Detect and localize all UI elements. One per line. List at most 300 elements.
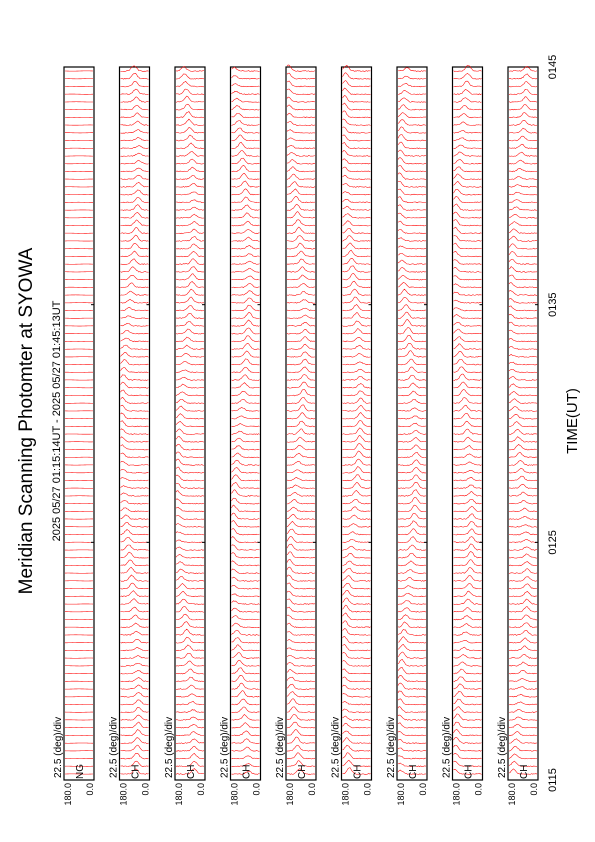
scan-trace	[398, 320, 426, 327]
scan-trace	[176, 576, 204, 581]
scan-trace	[509, 222, 537, 226]
scan-trace	[509, 429, 537, 434]
scan-trace	[232, 423, 260, 426]
scan-trace	[176, 583, 204, 589]
scan-trace	[121, 493, 149, 496]
scan-trace	[121, 655, 149, 658]
panel-4	[220, 67, 262, 806]
scan-trace	[454, 729, 482, 736]
scan-trace	[343, 499, 371, 504]
scan-trace	[287, 308, 315, 311]
scan-trace	[454, 707, 482, 713]
scan-trace	[454, 374, 482, 380]
scan-trace	[509, 444, 537, 450]
scan-trace	[398, 134, 426, 141]
scan-trace	[232, 158, 260, 164]
scan-trace	[287, 337, 315, 342]
scan-trace	[509, 120, 537, 125]
scan-trace	[232, 221, 260, 226]
scan-trace	[398, 452, 426, 457]
scan-trace	[509, 746, 537, 751]
scan-trace	[454, 647, 482, 651]
scan-trace	[121, 722, 149, 728]
scan-trace	[454, 745, 482, 751]
scan-trace	[232, 76, 260, 79]
scan-trace	[176, 151, 204, 156]
scan-trace	[454, 398, 482, 404]
scan-trace	[398, 601, 426, 605]
x-tick-label: 0115	[547, 768, 559, 792]
scan-trace	[287, 220, 315, 226]
panel-frame	[120, 67, 150, 780]
scan-trace	[121, 715, 149, 720]
scan-trace	[287, 552, 315, 558]
scan-trace	[232, 261, 260, 265]
scan-trace	[121, 470, 149, 474]
scan-trace	[176, 452, 204, 458]
scan-trace	[232, 336, 260, 342]
scan-trace	[287, 470, 315, 473]
scan-trace	[287, 699, 315, 705]
scan-trace	[343, 236, 371, 242]
scan-trace	[176, 214, 204, 218]
scan-trace	[232, 675, 260, 681]
scan-trace	[232, 623, 260, 628]
scan-trace	[343, 507, 371, 512]
scan-trace	[454, 220, 482, 226]
time-range: 2025 05/27 01:15:14UT - 2025 05/27 01:45:13UT	[51, 300, 63, 542]
scan-trace	[287, 413, 315, 419]
scan-trace	[454, 122, 482, 126]
scan-trace	[343, 199, 371, 202]
scan-trace	[343, 444, 371, 450]
scan-trace	[176, 89, 204, 95]
scan-trace	[176, 222, 204, 226]
scan-trace	[509, 251, 537, 257]
scan-trace	[176, 313, 204, 318]
scan-trace	[398, 76, 426, 79]
scan-trace	[509, 306, 537, 311]
scan-trace	[176, 444, 204, 450]
scan-trace	[343, 576, 371, 582]
scan-trace	[509, 452, 537, 458]
panel-5	[275, 65, 317, 806]
scan-trace	[343, 221, 371, 226]
scan-trace	[121, 478, 149, 481]
scale-label: 22.5 (deg)/div	[497, 716, 508, 778]
scan-trace	[287, 677, 315, 682]
scan-trace	[121, 397, 149, 403]
scan-trace	[121, 345, 149, 350]
scan-trace	[398, 383, 426, 388]
scan-trace	[398, 113, 426, 118]
x-tick-labels	[91, 55, 559, 792]
scan-trace	[121, 390, 149, 396]
scan-trace	[287, 359, 315, 365]
scan-trace	[398, 475, 426, 481]
scan-trace	[121, 168, 149, 172]
scan-trace	[287, 692, 315, 698]
scan-trace	[232, 142, 260, 148]
channel-label: CH	[297, 764, 308, 779]
scan-trace	[509, 539, 537, 542]
scan-trace	[232, 505, 260, 512]
y-top-label: 180.0	[174, 783, 184, 806]
scan-trace	[454, 662, 482, 666]
scan-trace	[398, 740, 426, 744]
scan-trace	[287, 330, 315, 334]
scan-trace	[121, 529, 149, 535]
scan-trace	[509, 283, 537, 288]
scan-trace	[121, 81, 149, 87]
scan-trace	[454, 506, 482, 512]
scan-trace	[232, 453, 260, 458]
scan-trace	[454, 522, 482, 527]
scan-trace	[287, 236, 315, 242]
scan-trace	[176, 677, 204, 682]
scan-trace	[121, 182, 149, 187]
scan-trace	[232, 683, 260, 689]
scan-trace	[509, 192, 537, 195]
scan-trace	[232, 181, 260, 187]
scan-trace	[121, 97, 149, 102]
scan-trace	[454, 344, 482, 350]
scan-trace	[343, 745, 371, 751]
scan-trace	[121, 227, 149, 233]
scan-trace	[121, 607, 149, 612]
scan-trace	[509, 414, 537, 419]
scan-trace	[232, 715, 260, 721]
scan-trace	[121, 235, 149, 241]
scan-trace	[176, 516, 204, 520]
scan-trace	[287, 251, 315, 257]
scan-trace	[343, 561, 371, 566]
scan-trace	[287, 65, 315, 71]
scan-trace	[176, 143, 204, 149]
scan-trace	[454, 181, 482, 187]
scan-trace	[454, 167, 482, 172]
scan-trace	[398, 622, 426, 628]
scan-trace	[454, 405, 482, 411]
scan-trace	[454, 575, 482, 581]
scan-trace	[121, 213, 149, 219]
scan-trace	[398, 297, 426, 303]
scan-trace	[509, 630, 537, 635]
scan-trace	[343, 723, 371, 728]
scan-trace	[454, 421, 482, 427]
scan-trace	[287, 105, 315, 110]
y-bottom-label: 0.0	[307, 783, 317, 796]
scan-trace	[343, 184, 371, 188]
scan-trace	[454, 267, 482, 272]
panels	[53, 65, 539, 806]
scan-trace	[454, 641, 482, 644]
scan-trace	[398, 536, 426, 542]
scan-trace	[343, 305, 371, 311]
scan-trace	[398, 166, 426, 172]
scan-trace	[287, 375, 315, 381]
scan-trace	[398, 197, 426, 203]
scan-trace	[176, 297, 204, 303]
scan-trace	[398, 513, 426, 519]
scan-trace	[176, 685, 204, 690]
scan-trace	[398, 699, 426, 705]
scan-trace	[454, 351, 482, 357]
scan-trace	[398, 707, 426, 713]
scan-trace	[121, 220, 149, 226]
scan-trace	[121, 299, 149, 303]
scan-trace	[232, 498, 260, 504]
scale-label: 22.5 (deg)/div	[330, 716, 342, 778]
scan-trace	[176, 591, 204, 596]
scan-trace	[121, 105, 149, 110]
scan-trace	[454, 292, 482, 295]
scan-trace	[509, 362, 537, 365]
scan-trace	[454, 204, 482, 211]
scan-trace	[232, 561, 260, 566]
scan-trace	[343, 250, 371, 257]
scan-trace	[121, 745, 149, 751]
scan-trace	[509, 694, 537, 697]
scan-trace	[287, 89, 315, 95]
scale-label: 22.5 (deg)/div	[441, 716, 453, 778]
scan-trace	[121, 677, 149, 681]
scan-trace	[232, 291, 260, 296]
scan-trace	[232, 305, 260, 311]
y-bottom-label: 0.0	[529, 783, 539, 796]
scan-trace	[287, 315, 315, 319]
scan-trace	[398, 158, 426, 164]
scan-trace	[121, 707, 149, 712]
scan-trace	[398, 343, 426, 349]
scan-trace	[398, 545, 426, 550]
scan-trace	[343, 362, 371, 365]
scan-trace	[398, 691, 426, 697]
scan-trace	[343, 321, 371, 326]
scan-trace	[121, 522, 149, 527]
scan-trace	[287, 648, 315, 651]
scan-trace	[232, 367, 260, 373]
scan-trace	[398, 577, 426, 581]
scan-trace	[121, 685, 149, 689]
scan-trace	[121, 338, 149, 342]
scan-trace	[509, 591, 537, 596]
scan-trace	[287, 352, 315, 357]
scan-trace	[509, 185, 537, 188]
scan-trace	[343, 229, 371, 234]
scan-trace	[454, 654, 482, 658]
scan-trace	[398, 683, 426, 689]
scan-trace	[232, 268, 260, 272]
scan-trace	[454, 499, 482, 504]
scan-trace	[509, 607, 537, 613]
scan-trace	[176, 653, 204, 658]
scan-trace	[232, 197, 260, 203]
scan-trace	[232, 653, 260, 659]
scan-trace	[176, 135, 204, 141]
scan-trace	[176, 507, 204, 511]
scan-trace	[176, 554, 204, 558]
scan-trace	[398, 497, 426, 504]
scan-trace	[509, 160, 537, 164]
scan-trace	[176, 306, 204, 311]
scan-trace	[509, 168, 537, 172]
y-bottom-label: 0.0	[196, 783, 206, 796]
scan-trace	[509, 136, 537, 141]
y-top-label: 180.0	[63, 783, 73, 806]
scan-trace	[176, 207, 204, 210]
scan-trace	[398, 150, 426, 156]
scan-trace	[509, 354, 537, 357]
scan-trace	[454, 174, 482, 180]
scan-trace	[398, 267, 426, 272]
scan-trace	[176, 661, 204, 666]
scan-trace	[287, 477, 315, 480]
scan-trace	[176, 353, 204, 357]
scan-trace	[343, 661, 371, 667]
scan-trace	[509, 623, 537, 628]
scan-trace	[398, 756, 426, 759]
scan-trace	[232, 723, 260, 728]
scan-trace	[509, 275, 537, 280]
scan-trace	[232, 513, 260, 519]
scan-trace	[176, 237, 204, 242]
y-bottom-label: 0.0	[85, 783, 95, 796]
scan-trace	[454, 677, 482, 682]
y-top-label: 180.0	[118, 783, 129, 806]
scan-trace	[121, 738, 149, 744]
scan-trace	[121, 382, 149, 388]
scan-trace	[121, 352, 149, 357]
scan-trace	[343, 354, 371, 358]
scan-trace	[343, 583, 371, 589]
y-top-label: 180.0	[285, 783, 295, 806]
scan-trace	[232, 359, 260, 365]
scan-trace	[398, 723, 426, 728]
scan-trace	[398, 246, 426, 249]
scan-trace	[398, 351, 426, 358]
scan-trace	[343, 709, 371, 713]
scan-trace	[343, 677, 371, 682]
scan-trace	[232, 616, 260, 620]
scan-trace	[176, 669, 204, 674]
scan-trace	[343, 738, 371, 744]
scan-trace	[176, 244, 204, 249]
scan-trace	[454, 623, 482, 627]
scan-trace	[287, 599, 315, 605]
scan-trace	[343, 111, 371, 118]
scan-trace	[121, 663, 149, 666]
scan-trace	[509, 679, 537, 682]
scan-trace	[176, 384, 204, 388]
scan-trace	[287, 445, 315, 450]
scan-trace	[343, 628, 371, 635]
panel-frame	[286, 67, 316, 780]
scan-trace	[398, 375, 426, 380]
scan-trace	[232, 213, 260, 218]
scan-trace	[509, 739, 537, 744]
scan-trace	[176, 252, 204, 257]
scan-trace	[287, 737, 315, 743]
scan-trace	[343, 398, 371, 404]
scan-trace	[232, 707, 260, 713]
scan-trace	[343, 613, 371, 620]
scan-trace	[454, 114, 482, 118]
scan-trace	[509, 731, 537, 735]
scan-trace	[232, 594, 260, 597]
scan-trace	[509, 113, 537, 118]
scan-trace	[176, 370, 204, 373]
scan-trace	[287, 615, 315, 620]
scan-trace	[176, 524, 204, 528]
scan-trace	[232, 545, 260, 550]
scan-trace	[398, 127, 426, 133]
scan-trace	[287, 405, 315, 412]
scan-trace	[398, 438, 426, 443]
scan-trace	[398, 230, 426, 234]
scan-trace	[121, 360, 149, 365]
scan-trace	[454, 251, 482, 257]
scan-trace	[454, 243, 482, 249]
scan-trace	[232, 320, 260, 326]
scan-trace	[121, 692, 149, 697]
scan-trace	[454, 138, 482, 141]
scan-trace	[287, 421, 315, 427]
scan-trace	[509, 369, 537, 372]
scan-trace	[398, 731, 426, 735]
scan-trace	[398, 221, 426, 226]
scan-trace	[343, 377, 371, 381]
scan-trace	[287, 521, 315, 527]
scan-trace	[287, 437, 315, 442]
scan-trace	[398, 213, 426, 218]
scan-trace	[454, 470, 482, 473]
scan-trace	[176, 739, 204, 744]
scan-trace	[232, 747, 260, 751]
scan-trace	[232, 91, 260, 94]
scan-trace	[176, 274, 204, 280]
scan-trace	[121, 73, 149, 79]
scan-trace	[398, 644, 426, 650]
scan-trace	[232, 245, 260, 249]
scan-trace	[232, 668, 260, 674]
scan-trace	[509, 236, 537, 241]
scan-trace	[509, 207, 537, 211]
scan-trace	[454, 477, 482, 480]
scan-trace	[121, 486, 149, 489]
scan-trace	[232, 446, 260, 450]
panel-6	[331, 65, 373, 805]
scan-trace	[343, 81, 371, 87]
scan-trace	[287, 267, 315, 273]
scan-trace	[398, 586, 426, 589]
scan-trace	[398, 416, 426, 419]
scan-trace	[287, 227, 315, 234]
scan-trace	[343, 369, 371, 373]
scan-trace	[398, 391, 426, 396]
scan-trace	[176, 229, 204, 234]
scan-trace	[176, 483, 204, 488]
scale-label: 22.5 (deg)/div	[164, 716, 175, 778]
scan-trace	[398, 289, 426, 295]
scan-trace	[343, 258, 371, 264]
scan-trace	[121, 421, 149, 427]
scan-trace	[121, 367, 149, 372]
scan-trace	[509, 81, 537, 86]
scan-trace	[176, 459, 204, 465]
panel-9	[497, 66, 539, 805]
scan-trace	[287, 284, 315, 288]
